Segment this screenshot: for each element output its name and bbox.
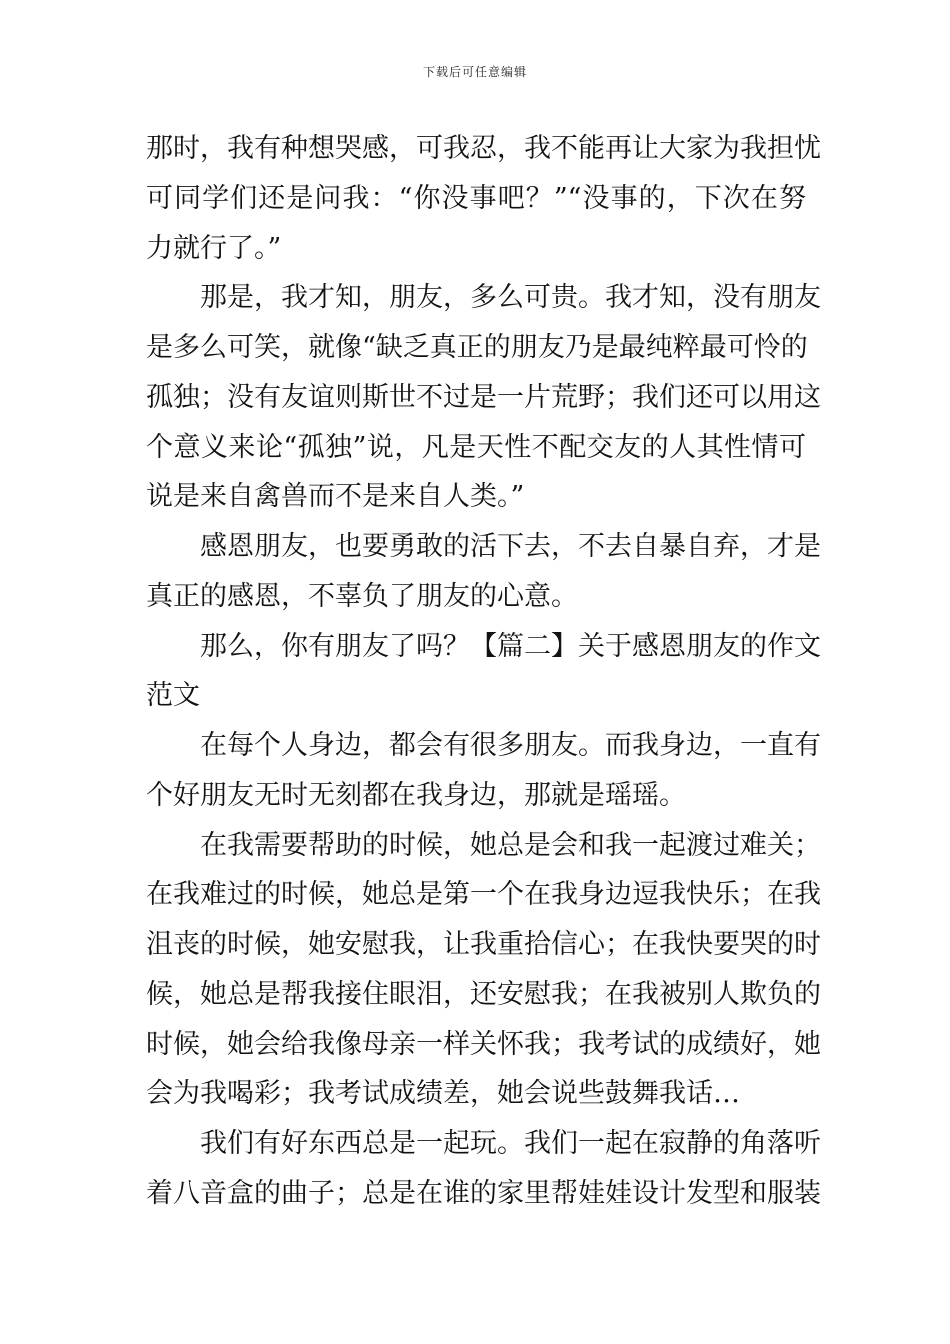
text-line: 真正的感恩，不辜负了朋友的心意。 — [146, 580, 578, 612]
text-line: 那么，你有朋友了吗？【篇二】关于感恩朋友的作文 — [200, 630, 821, 662]
document-body — [146, 124, 821, 1219]
text-line: 在我难过的时候，她总是第一个在我身边逗我快乐；在我 — [146, 879, 821, 911]
text-line: 我们有好东西总是一起玩。我们一起在寂静的角落听 — [200, 1128, 821, 1159]
text-line: 那是，我才知，朋友，多么可贵。我才知，没有朋友 — [200, 282, 821, 314]
text-line: 个好朋友无时无刻都在我身边，那就是瑶瑶。 — [146, 779, 686, 811]
text-line: 力就行了。” — [146, 232, 282, 264]
text-line: 时候，她会给我像母亲一样关怀我；我考试的成绩好，她 — [146, 1028, 821, 1060]
text-line: 感恩朋友，也要勇敢的活下去，不去自暴自弃，才是 — [200, 531, 821, 562]
text-line: 在我需要帮助的时候，她总是会和我一起渡过难关； — [200, 829, 821, 861]
text-line: 说是来自禽兽而不是来自人类。” — [146, 481, 525, 513]
text-line: 会为我喝彩；我考试成绩差，她会说些鼓舞我话… — [146, 1078, 740, 1110]
text-line: 个意义来论“孤独”说，凡是天性不配交友的人其性情可 — [146, 431, 806, 463]
text-line: 沮丧的时候，她安慰我，让我重拾信心；在我快要哭的时 — [146, 929, 821, 960]
text-line: 孤独；没有友谊则斯世不过是一片荒野；我们还可以用这 — [146, 381, 821, 413]
text-line: 在每个人身边，都会有很多朋友。而我身边，一直有 — [200, 730, 821, 761]
text-line: 着八音盒的曲子；总是在谁的家里帮娃娃设计发型和服装 — [146, 1177, 821, 1209]
text-line: 范文 — [146, 680, 200, 712]
text-line: 那时，我有种想哭感，可我忍，我不能再让大家为我担忧 — [146, 133, 821, 164]
text-line: 可同学们还是问我：“你没事吧？”“没事的，下次在努 — [146, 182, 806, 214]
text-line: 是多么可笑，就像“缺乏真正的朋友乃是最纯粹最可怜的 — [146, 332, 808, 363]
page-header-note: 下载后可任意编辑 — [422, 65, 527, 79]
text-line: 候，她总是帮我接住眼泪，还安慰我；在我被别人欺负的 — [146, 978, 821, 1010]
